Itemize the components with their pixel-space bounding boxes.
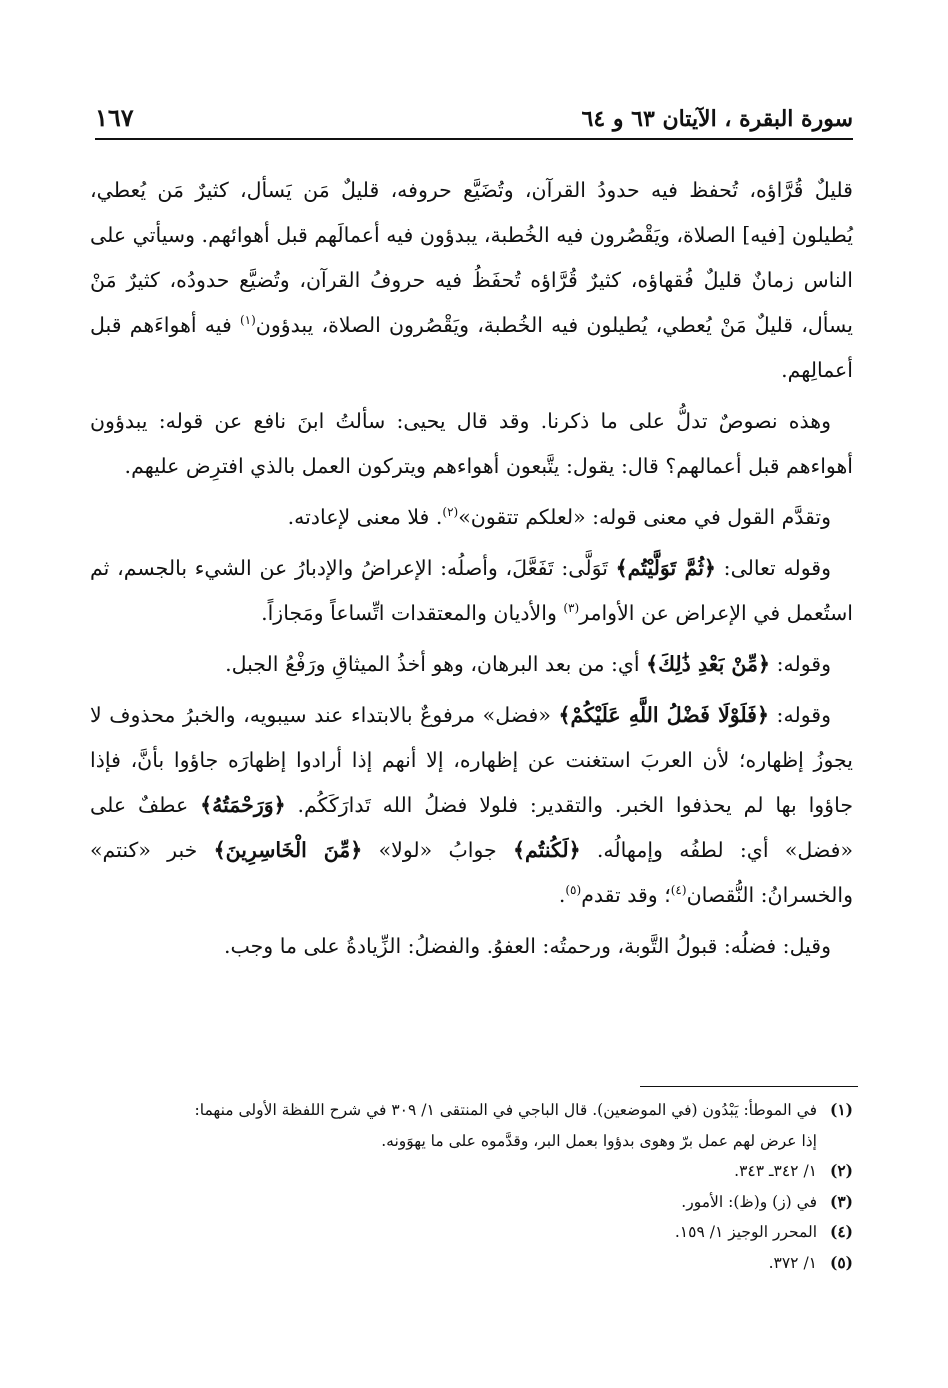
footnote-number: (٣) bbox=[829, 1191, 853, 1211]
page-number: ١٦٧ bbox=[95, 103, 134, 132]
footnote-4 bbox=[90, 1217, 853, 1248]
footnote-text: في (ز) و(ظ): الأمور. bbox=[681, 1192, 817, 1211]
text-run: أي: من بعد البرهان، وهو أخذُ الميثاقِ ورَفْعُ الجبل. bbox=[225, 652, 647, 676]
text-run: قليلٌ قُرَّاؤه، تُحفظ فيه حدودُ القرآن، وتُضَيَّع حروفه، قليلٌ مَن يَسأل، كثيرٌ مَن يُعطي، يُطيلون [فيه] الصلاة، ويَقْصُرون فيه الخُطبة، يبدؤون فيه أعمالَهم قبل أهوائهم. وسيأتي على الناس زمانٌ قليلٌ فُقهاؤه، كثيرٌ قُرَّاؤه تُحفَظُ فيه حروفُ القرآن، وتُضيَّع حدودُه، كثيرٌ مَنْ يسأل، قليلٌ مَنْ يُعطي، يُطيلون فيه الخُطبة، ويَقْصُرون الصلاة، يبدؤون bbox=[90, 178, 853, 337]
text-run: عطفٌ على «فضل» أي: لطفُه وإمهالُه. bbox=[90, 793, 854, 862]
footnote-3 bbox=[90, 1187, 853, 1218]
footnote-ref-2: (٢) bbox=[442, 505, 459, 520]
footnote-ref-5: (٥) bbox=[565, 883, 582, 898]
text-run: تَوَلَّى: تَفَعَّلَ، وأصلُه: الإعراضُ والإدبارُ عن الشيء بالجسم، ثم استُعمل في الإعراض عن الأوامر bbox=[90, 556, 853, 625]
footnote-ref-1: (١) bbox=[239, 313, 256, 328]
footnotes bbox=[90, 1095, 853, 1278]
paragraph-5 bbox=[90, 642, 853, 687]
footnote-rule bbox=[640, 1086, 858, 1087]
footnote-number: (٥) bbox=[829, 1252, 853, 1272]
text-run: جوابُ «لولا» bbox=[362, 838, 514, 862]
footnote-ref-4: (٤) bbox=[670, 883, 687, 898]
paragraph-2: وهذه نصوصٌ تدلُّ على ما ذكرنا. وقد قال يحيى: سألتُ ابنَ نافع عن قوله: يبدؤون أهواءهم قبل أعمالهم؟ قال: يقول: يتَّبعون أهواءهم ويتركون العمل بالذي افترِض عليهم. bbox=[90, 409, 853, 478]
paragraph-4 bbox=[90, 546, 853, 636]
text-run: ؛ وقد تقدم bbox=[581, 883, 671, 907]
text-run: «فضل» مرفوعٌ بالابتداء عند سيبويه، والخبرُ محذوف لا يجوزُ إظهاره؛ لأن العربَ استغنت عن إظهاره، إلا أنهم إذا أرادوا إظهارَه جاؤوا بأنَّ، فإذا جاؤوا بها لم يحذفوا الخبر. والتقدير: فلولا فضلُ الله تَدارَكَكُم. bbox=[90, 703, 853, 817]
page-header bbox=[95, 92, 853, 132]
quran-quote: ﴿وَرَحْمَتُهُ﴾ bbox=[200, 793, 286, 817]
text-run: وقوله تعالى: bbox=[715, 556, 831, 580]
quran-quote: ﴿فَلَوْلَا فَضْلُ اللَّهِ عَلَيْكُمْ﴾ bbox=[558, 703, 769, 727]
footnote-number: (٤) bbox=[829, 1222, 853, 1241]
text-run: فيه أهواءَهم قبل أعمالِهم. bbox=[90, 313, 853, 382]
quran-quote: ﴿لَكُنتُم﴾ bbox=[513, 838, 581, 862]
footnote-1-continuation: إذا عرض لهم عمل برّ وهوى بدؤوا بعمل البر، وقدَّموه على ما يهوَونه. bbox=[381, 1131, 817, 1150]
footnote-text: ١/ ٣٤٢ـ ٣٤٣. bbox=[734, 1162, 817, 1180]
paragraph-7: وقيل: فضلُه: قبولُ التَّوبة، ورحمتُه: العفوُ. والفضلُ: الزِّيادةُ على ما وجب. bbox=[223, 934, 831, 958]
footnote-text: ١/ ٣٧٢. bbox=[768, 1253, 817, 1272]
quran-quote: ﴿ثُمَّ تَوَلَّيْتُم﴾ bbox=[615, 556, 716, 580]
text-run: وتقدَّم القول في معنى قوله: «لعلكم تتقون» bbox=[458, 505, 831, 529]
footnote-5 bbox=[90, 1248, 853, 1279]
running-title: سورة البقرة ، الآيتان ٦٣ و ٦٤ bbox=[581, 106, 853, 132]
text-run: . bbox=[558, 883, 566, 907]
text-run: وقوله: bbox=[768, 703, 831, 727]
footnote-number: (١) bbox=[829, 1100, 853, 1119]
text-run: خبر «كنتم» والخسرانُ: النُّقصان bbox=[90, 838, 853, 907]
footnote-number: (٢) bbox=[829, 1161, 853, 1180]
paragraph-3 bbox=[90, 495, 853, 540]
footnote-text: المحرر الوجيز ١/ ١٥٩. bbox=[674, 1223, 817, 1241]
text-run: . فلا معنى لإعادته. bbox=[287, 505, 443, 529]
footnote-2 bbox=[90, 1156, 853, 1187]
paragraph-6 bbox=[90, 693, 853, 918]
footnote-text: في الموطأ: يَبْدُون (في الموضعين). قال الباجي في المنتقى ١/ ٣٠٩ في شرح اللفظة الأولى منهما: bbox=[194, 1101, 817, 1119]
main-text bbox=[90, 168, 853, 975]
footnote-ref-3: (٣) bbox=[563, 601, 580, 616]
header-rule bbox=[95, 138, 853, 140]
paragraph-1 bbox=[90, 168, 853, 393]
quran-quote: ﴿مِّنْ بَعْدِ ذَٰلِكَ﴾ bbox=[646, 652, 771, 676]
text-run: وقوله: bbox=[770, 652, 831, 676]
text-run: والأديان والمعتقدات اتِّساعاً ومَجازاً. bbox=[261, 601, 564, 625]
quran-quote: ﴿مِّنَ الْخَاسِرِينَ﴾ bbox=[213, 838, 363, 862]
footnote-1 bbox=[90, 1095, 853, 1126]
